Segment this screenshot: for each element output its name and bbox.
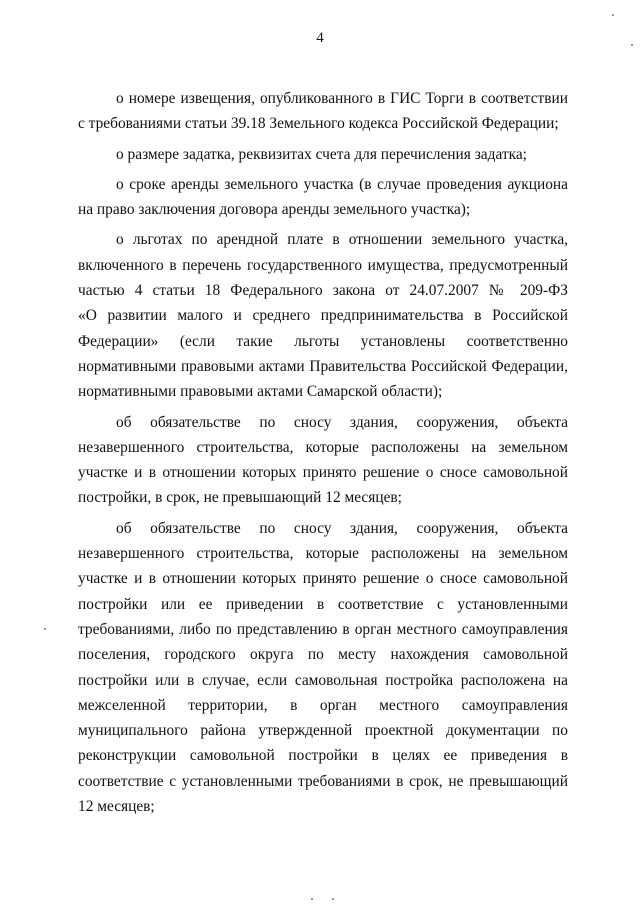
text-line: о льготах по арендной плате в отношении земельного участка, (116, 231, 568, 249)
text-line: постройки, в срок, не превышающий 12 месяцев; (78, 489, 402, 507)
text-line: нормативными правовыми актами Самарской области); (78, 383, 443, 401)
text-line: постройки или в случае, если самовольная постройка расположена на (78, 671, 568, 689)
text-line: на право заключения договора аренды земельного участка); (78, 201, 471, 219)
text-line: о сроке аренды земельного участка (в случае проведения аукциона (116, 175, 568, 193)
text-line: требованиями, либо по представлению в орган местного самоуправления (78, 620, 568, 638)
paragraph-deposit (78, 142, 568, 167)
text-line: об обязательстве по сносу здания, сооружения, объекта (116, 413, 568, 431)
text-line: незавершенного строительства, которые расположены на земельном (78, 438, 568, 456)
text-line: о размере задатка, реквизитах счета для перечисления задатка; (116, 145, 527, 163)
scan-speck (311, 898, 313, 900)
scan-speck (44, 628, 46, 630)
text-line: о номере извещения, опубликованного в ГИС Торги в соответствии (116, 90, 568, 107)
text-line: об обязательстве по сносу здания, сооружения, объекта (116, 519, 568, 537)
text-line: Федерации» (если такие льготы установлены соответственно (78, 332, 568, 350)
text-line: муниципального района утвержденной проектной документации по (78, 722, 568, 740)
paragraph-notice-number (78, 86, 568, 137)
text-line: с требованиями статьи 39.18 Земельного кодекса Российской Федерации; (78, 115, 559, 133)
text-line: участке и в отношении которых принято решение о сносе самовольной (78, 464, 568, 482)
text-line: частью 4 статьи 18 Федерального закона от 24.07.2007 № 209-ФЗ (78, 282, 568, 300)
page-number: 4 (316, 30, 324, 46)
text-line: соответствие с установленными требованиями в срок, не превышающий (78, 772, 568, 790)
scan-speck (612, 14, 614, 16)
document-body (78, 86, 568, 819)
text-line: межселенной территории, в орган местного самоуправления (78, 696, 568, 714)
scan-speck (332, 898, 334, 900)
paragraph-lease-benefits (78, 227, 568, 404)
text-line: участке и в отношении которых принято решение о сносе самовольной (78, 570, 568, 588)
paragraph-demolition-or-conformity-obligation (78, 516, 568, 820)
paragraph-lease-term (78, 172, 568, 223)
paragraph-demolition-obligation (78, 410, 568, 511)
text-line: реконструкции самовольной постройки в целях ее приведения в (78, 747, 568, 765)
text-line: постройки или ее приведении в соответствие с установленными (78, 595, 568, 613)
text-line: «О развитии малого и среднего предпринимательства в Российской (78, 307, 568, 325)
text-line: включенного в перечень государственного имущества, предусмотренный (78, 256, 568, 274)
text-line: незавершенного строительства, которые расположены на земельном (78, 545, 568, 563)
text-line: поселения, городского округа по месту нахождения самовольной (78, 646, 568, 664)
text-line: 12 месяцев; (78, 798, 155, 816)
text-line: нормативными правовыми актами Правительства Российской Федерации, (78, 357, 568, 375)
scan-speck (631, 44, 633, 46)
